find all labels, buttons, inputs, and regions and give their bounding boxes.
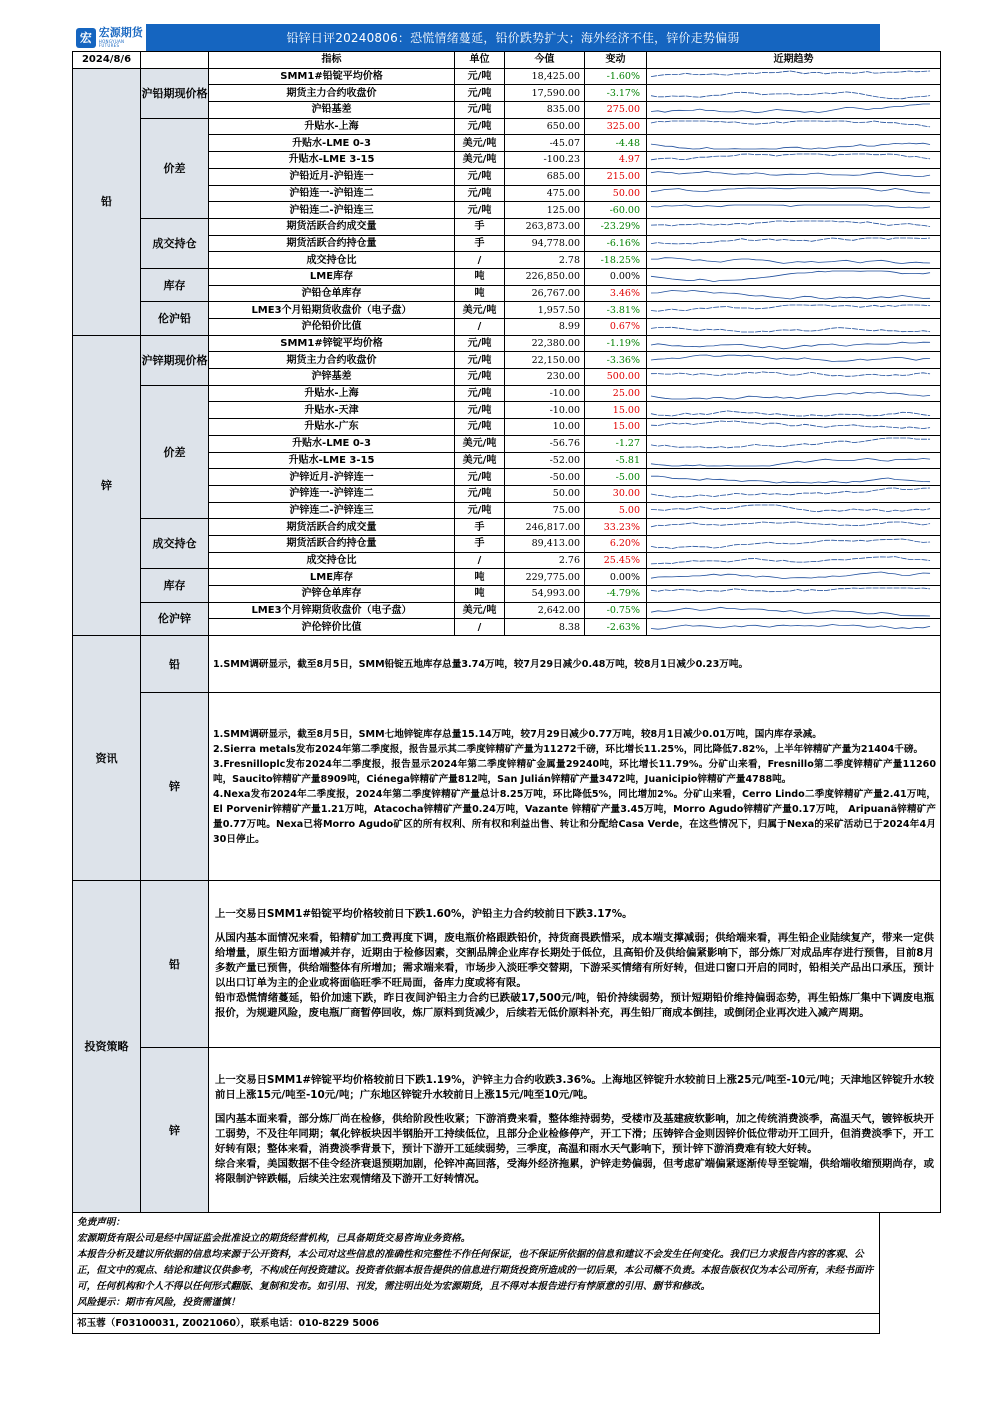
trend-sparkline bbox=[647, 169, 940, 184]
indicator-change: -1.27 bbox=[585, 435, 647, 452]
group-label: 沪锌期现价格 bbox=[141, 335, 209, 385]
indicator-change: 215.00 bbox=[585, 168, 647, 185]
group-label: 伦沪铅 bbox=[141, 302, 209, 335]
indicator-unit: 元/吨 bbox=[455, 402, 505, 419]
indicator-value: 10.00 bbox=[505, 419, 585, 436]
logo-cn: 宏源期货 bbox=[98, 26, 143, 39]
trend-sparkline bbox=[647, 453, 940, 468]
indicator-value: 475.00 bbox=[505, 185, 585, 202]
trend-cell bbox=[647, 569, 941, 586]
indicator-name: 沪铅仓单库存 bbox=[209, 285, 455, 302]
indicator-unit: / bbox=[455, 619, 505, 636]
group-label: 沪铅期现价格 bbox=[141, 68, 209, 118]
strategy-lead-para: 上一交易日SMM1#铅锭平均价格较前日下跌1.60%，沪铅主力合约较前日下跌3.17%。 bbox=[215, 908, 633, 921]
indicator-value: 17,590.00 bbox=[505, 85, 585, 102]
info-zinc-label: 锌 bbox=[141, 693, 209, 881]
indicator-name: 沪锌近月-沪锌连一 bbox=[209, 469, 455, 486]
trend-sparkline bbox=[647, 219, 940, 234]
trend-cell bbox=[647, 485, 941, 502]
info-lead-row bbox=[73, 636, 941, 693]
strategy-zinc-para: 上一交易日SMM1#锌锭平均价格较前日下跌1.19%，沪锌主力合约收跌3.36%。上海地区锌锭升水较前日上涨25元/吨至-10元/吨；天津地区锌锭升水较前日上涨15元/吨至-10元/吨；广东地区锌锭升水较前日上涨15元/吨至10元/吨。 bbox=[215, 1074, 934, 1102]
report-header bbox=[72, 24, 880, 51]
indicator-unit: 元/吨 bbox=[455, 469, 505, 486]
indicator-change: -1.19% bbox=[585, 335, 647, 352]
trend-sparkline bbox=[647, 603, 940, 618]
report-date: 2024/8/6 bbox=[73, 52, 141, 69]
trend-cell bbox=[647, 235, 941, 252]
trend-sparkline bbox=[647, 470, 940, 485]
indicator-value: 125.00 bbox=[505, 202, 585, 219]
indicator-unit: 手 bbox=[455, 235, 505, 252]
table-row bbox=[73, 68, 941, 85]
indicator-change: -3.17% bbox=[585, 85, 647, 102]
info-lead-text: 1.SMM调研显示，截至8月5日，SMM铅锭五地库存总量3.74万吨，较7月29日减少0.48万吨，较8月1日减少0.23万吨。 bbox=[209, 636, 941, 693]
trend-sparkline bbox=[647, 436, 940, 451]
indicator-unit: 手 bbox=[455, 535, 505, 552]
indicator-unit: 元/吨 bbox=[455, 202, 505, 219]
indicator-value: -45.07 bbox=[505, 135, 585, 152]
indicator-unit: 元/吨 bbox=[455, 335, 505, 352]
indicator-name: 升贴水-LME 3-15 bbox=[209, 452, 455, 469]
indicator-change: 325.00 bbox=[585, 118, 647, 135]
indicator-change: -4.48 bbox=[585, 135, 647, 152]
indicator-name: 沪铅近月-沪铅连一 bbox=[209, 168, 455, 185]
indicator-name: 升贴水-LME 3-15 bbox=[209, 152, 455, 169]
indicator-name: 沪锌连一-沪锌连二 bbox=[209, 485, 455, 502]
indicator-change: 30.00 bbox=[585, 485, 647, 502]
indicator-change: -4.79% bbox=[585, 586, 647, 603]
table-header-row bbox=[73, 52, 941, 69]
trend-sparkline bbox=[647, 269, 940, 284]
indicator-change: -1.60% bbox=[585, 68, 647, 85]
indicator-unit: 元/吨 bbox=[455, 168, 505, 185]
info-label: 资讯 bbox=[73, 636, 141, 881]
indicator-name: 沪伦锌价比值 bbox=[209, 619, 455, 636]
trend-sparkline bbox=[647, 536, 940, 551]
indicator-change: -0.75% bbox=[585, 602, 647, 619]
trend-sparkline bbox=[647, 553, 940, 568]
indicator-value: 685.00 bbox=[505, 168, 585, 185]
trend-cell bbox=[647, 252, 941, 269]
trend-sparkline bbox=[647, 152, 940, 167]
trend-sparkline bbox=[647, 286, 940, 301]
metal-label: 铅 bbox=[73, 68, 141, 335]
info-zinc-item: 3.Fresnilloplc发布2024年二季度报，报告显示2024年第二季度锌精矿金属量29240吨，环比增长11.79%。分矿山来看，Fresnillo第二季度锌精矿产量11260吨，Saucito锌精矿产量8909吨，Ciénega锌精矿产量812吨，San Julián锌精矿产量3472吨，Juanicipio锌精矿产量4788吨。 bbox=[213, 758, 936, 785]
trend-cell bbox=[647, 419, 941, 436]
indicator-name: 沪锌连二-沪锌连三 bbox=[209, 502, 455, 519]
trend-cell bbox=[647, 152, 941, 169]
trend-sparkline bbox=[647, 419, 940, 434]
indicator-change: 4.97 bbox=[585, 152, 647, 169]
info-zinc-item: 2.Sierra metals发布2024年第二季度报，报告显示其二季度锌精矿产量为11272千磅，环比增长11.25%，同比降低7.82%，上半年锌精矿产量为21404千磅。 bbox=[213, 743, 924, 755]
indicator-name: 成交持仓比 bbox=[209, 552, 455, 569]
indicator-value: 94,778.00 bbox=[505, 235, 585, 252]
indicator-value: -50.00 bbox=[505, 469, 585, 486]
trend-cell bbox=[647, 118, 941, 135]
indicator-change: 15.00 bbox=[585, 402, 647, 419]
info-zinc-item: 4.Nexa发布2024年二季度报，2024年第二季度锌精矿产量总计8.25万吨，环比降低5%，同比增加2%。分矿山来看，Cerro Lindo二季度锌精矿产量2.41万吨， El Porvenir锌精矿产量1.21万吨，Atacocha锌精矿产量0.24万吨，Vazante 锌精矿产量3.45万吨，Morro Agudo锌精矿产量0.17万吨， Aripuanã锌精矿产量0.77万吨。Nexa已将Morro Agudo矿区的所有权利、所有权和利益出售、转让和分配给Casa Verde，在这些情况下，归属于Nexa的采矿活动已于2024年4月30日停止。 bbox=[213, 788, 936, 845]
indicator-value: 650.00 bbox=[505, 118, 585, 135]
trend-cell bbox=[647, 85, 941, 102]
indicator-name: 沪锌基差 bbox=[209, 369, 455, 386]
indicator-unit: 元/吨 bbox=[455, 369, 505, 386]
strategy-lead-label: 铅 bbox=[141, 881, 209, 1048]
trend-sparkline bbox=[647, 369, 940, 384]
disclaimer-line: 宏源期货有限公司是经中国证监会批准设立的期货经营机构，已具备期货交易咨询业务资格。 bbox=[77, 1233, 471, 1245]
indicator-value: 22,150.00 bbox=[505, 352, 585, 369]
indicator-value: -10.00 bbox=[505, 385, 585, 402]
indicator-change: 25.45% bbox=[585, 552, 647, 569]
indicator-value: 22,380.00 bbox=[505, 335, 585, 352]
trend-sparkline bbox=[647, 319, 940, 334]
indicator-name: 期货主力合约收盘价 bbox=[209, 352, 455, 369]
indicator-value: -10.00 bbox=[505, 402, 585, 419]
group-label: 价差 bbox=[141, 385, 209, 519]
indicator-change: 500.00 bbox=[585, 369, 647, 386]
indicator-change: 6.20% bbox=[585, 535, 647, 552]
indicator-change: 0.67% bbox=[585, 319, 647, 336]
indicator-unit: 元/吨 bbox=[455, 185, 505, 202]
indicator-value: 230.00 bbox=[505, 369, 585, 386]
col-indicator: 指标 bbox=[209, 52, 455, 69]
indicator-unit: 美元/吨 bbox=[455, 602, 505, 619]
indicator-change: 5.00 bbox=[585, 502, 647, 519]
indicator-change: 50.00 bbox=[585, 185, 647, 202]
indicator-value: 246,817.00 bbox=[505, 519, 585, 536]
group-label: 库存 bbox=[141, 569, 209, 602]
trend-sparkline bbox=[647, 520, 940, 535]
indicator-change: -5.81 bbox=[585, 452, 647, 469]
indicator-unit: / bbox=[455, 319, 505, 336]
indicator-unit: 元/吨 bbox=[455, 85, 505, 102]
trend-cell bbox=[647, 619, 941, 636]
indicator-value: 835.00 bbox=[505, 102, 585, 119]
indicator-unit: 美元/吨 bbox=[455, 435, 505, 452]
table-row bbox=[73, 302, 941, 319]
group-label: 成交持仓 bbox=[141, 519, 209, 569]
indicator-value: 263,873.00 bbox=[505, 218, 585, 235]
info-zinc-item: 1.SMM调研显示，截至8月5日，SMM七地锌锭库存总量15.14万吨，较7月29日减少0.77万吨，较8月1日减少0.01万吨，国内库存录减。 bbox=[213, 728, 822, 740]
indicator-unit: 美元/吨 bbox=[455, 302, 505, 319]
trend-sparkline bbox=[647, 69, 940, 84]
indicator-value: 89,413.00 bbox=[505, 535, 585, 552]
indicator-name: 升贴水-广东 bbox=[209, 419, 455, 436]
trend-sparkline bbox=[647, 486, 940, 501]
indicator-unit: 吨 bbox=[455, 285, 505, 302]
indicator-name: 沪铅基差 bbox=[209, 102, 455, 119]
indicator-name: 期货主力合约收盘价 bbox=[209, 85, 455, 102]
indicator-value: 2.78 bbox=[505, 252, 585, 269]
indicator-name: LME3个月锌期货收盘价（电子盘） bbox=[209, 602, 455, 619]
company-logo bbox=[72, 24, 146, 51]
indicator-unit: 手 bbox=[455, 519, 505, 536]
indicator-name: 沪铅连一-沪铅连二 bbox=[209, 185, 455, 202]
indicator-unit: 元/吨 bbox=[455, 485, 505, 502]
indicator-unit: 吨 bbox=[455, 268, 505, 285]
indicator-name: SMM1#锌锭平均价格 bbox=[209, 335, 455, 352]
trend-sparkline bbox=[647, 236, 940, 251]
indicator-name: 升贴水-上海 bbox=[209, 385, 455, 402]
trend-cell bbox=[647, 385, 941, 402]
trend-sparkline bbox=[647, 620, 940, 635]
trend-sparkline bbox=[647, 503, 940, 518]
group-label: 伦沪锌 bbox=[141, 602, 209, 635]
indicator-change: -23.29% bbox=[585, 218, 647, 235]
indicator-change: -5.00 bbox=[585, 469, 647, 486]
indicator-value: 229,775.00 bbox=[505, 569, 585, 586]
trend-cell bbox=[647, 135, 941, 152]
indicator-name: 沪锌仓单库存 bbox=[209, 586, 455, 603]
trend-cell bbox=[647, 319, 941, 336]
indicator-change: 275.00 bbox=[585, 102, 647, 119]
trend-sparkline bbox=[647, 386, 940, 401]
indicator-change: 33.23% bbox=[585, 519, 647, 536]
indicator-name: 升贴水-上海 bbox=[209, 118, 455, 135]
trend-cell bbox=[647, 435, 941, 452]
report bbox=[72, 24, 936, 1334]
indicator-name: 期货活跃合约成交量 bbox=[209, 519, 455, 536]
indicator-unit: 元/吨 bbox=[455, 68, 505, 85]
indicator-value: 26,767.00 bbox=[505, 285, 585, 302]
trend-cell bbox=[647, 469, 941, 486]
indicator-value: 54,993.00 bbox=[505, 586, 585, 603]
trend-sparkline bbox=[647, 570, 940, 585]
table-row bbox=[73, 335, 941, 352]
trend-cell bbox=[647, 102, 941, 119]
indicator-unit: 吨 bbox=[455, 586, 505, 603]
trend-cell bbox=[647, 552, 941, 569]
indicator-name: SMM1#铅锭平均价格 bbox=[209, 68, 455, 85]
trend-cell bbox=[647, 185, 941, 202]
indicator-value: -56.76 bbox=[505, 435, 585, 452]
table-row bbox=[73, 218, 941, 235]
disclaimer-line: 风险提示：期市有风险，投资需谨慎！ bbox=[77, 1297, 241, 1309]
group-label: 库存 bbox=[141, 268, 209, 301]
indicator-name: 升贴水-LME 0-3 bbox=[209, 435, 455, 452]
indicator-value: -52.00 bbox=[505, 452, 585, 469]
table-row bbox=[73, 569, 941, 586]
indicator-unit: 元/吨 bbox=[455, 502, 505, 519]
indicator-change: 3.46% bbox=[585, 285, 647, 302]
trend-cell bbox=[647, 68, 941, 85]
indicator-value: -100.23 bbox=[505, 152, 585, 169]
indicator-unit: 美元/吨 bbox=[455, 135, 505, 152]
indicator-unit: 元/吨 bbox=[455, 118, 505, 135]
indicator-value: 1,957.50 bbox=[505, 302, 585, 319]
trend-cell bbox=[647, 502, 941, 519]
indicator-unit: 美元/吨 bbox=[455, 452, 505, 469]
strategy-zinc-row bbox=[73, 1048, 941, 1213]
indicator-value: 2,642.00 bbox=[505, 602, 585, 619]
indicator-table bbox=[72, 51, 941, 1213]
analyst-contact: 祁玉蓉（F03100031, Z0021060），联系电话：010-8229 5006 bbox=[72, 1314, 880, 1334]
trend-cell bbox=[647, 586, 941, 603]
indicator-name: 沪铅连二-沪铅连三 bbox=[209, 202, 455, 219]
table-row bbox=[73, 118, 941, 135]
indicator-unit: 元/吨 bbox=[455, 419, 505, 436]
indicator-value: 8.38 bbox=[505, 619, 585, 636]
indicator-unit: / bbox=[455, 552, 505, 569]
indicator-value: 8.99 bbox=[505, 319, 585, 336]
indicator-change: 25.00 bbox=[585, 385, 647, 402]
trend-cell bbox=[647, 535, 941, 552]
indicator-change: -18.25% bbox=[585, 252, 647, 269]
indicator-name: 升贴水-LME 0-3 bbox=[209, 135, 455, 152]
trend-cell bbox=[647, 519, 941, 536]
strategy-lead-row bbox=[73, 881, 941, 1048]
strategy-label: 投资策略 bbox=[73, 881, 141, 1213]
indicator-change: -3.81% bbox=[585, 302, 647, 319]
indicator-name: 期货活跃合约持仓量 bbox=[209, 535, 455, 552]
indicator-value: 2.76 bbox=[505, 552, 585, 569]
table-row bbox=[73, 268, 941, 285]
indicator-unit: 吨 bbox=[455, 569, 505, 586]
indicator-name: LME3个月铅期货收盘价（电子盘） bbox=[209, 302, 455, 319]
trend-sparkline bbox=[647, 102, 940, 117]
disclaimer-title: 免责声明： bbox=[77, 1217, 125, 1229]
strategy-zinc-para: 综合来看，美国数据不佳令经济衰退预期加剧，伦锌冲高回落，受海外经济拖累，沪锌走势偏弱，但考虑矿端偏紧逐渐传导至锭端，供给端收缩预期尚存，或将限制沪锌跌幅，后续关注宏观情绪及下游开工好转情况。 bbox=[215, 1158, 934, 1186]
table-row bbox=[73, 602, 941, 619]
strategy-lead-para: 从国内基本面情况来看，铅精矿加工费再度下调，废电瓶价格跟跌铅价，持货商畏跌惜采，成本端支撑减弱；供给端来看，再生铅企业陆续复产，带来一定供给增量，原生铅方面增减并存，近期由于检修因素，交割品牌企业库存长期处于低位，且高铅价及供给偏紧影响下，部分炼厂对成品库存进行预售，目前8月多数产量已预售，供给端整体有所增加；需求端来看，市场步入淡旺季交替期，下游采买情绪有所好转，但进口窗口开启的同时，铅相关产品出口承压，预计以出口订单为主的企业或将面临旺季不旺局面，备库力度或将有限。 bbox=[215, 932, 934, 990]
indicator-change: -6.16% bbox=[585, 235, 647, 252]
indicator-change: 0.00% bbox=[585, 569, 647, 586]
disclaimer bbox=[72, 1213, 880, 1314]
disclaimer-line: 本报告分析及建议所依据的信息均来源于公开资料，本公司对这些信息的准确性和完整性不作任何保证，也不保证所依据的信息和建议不会发生任何变化。我们已力求报告内容的客观、公正，但文中的观点、结论和建议仅供参考，不构成任何投资建议。投资者依据本报告提供的信息进行期货投资所造成的一切后果，本公司概不负责。本报告版权仅为本公司所有，未经书面许可，任何机构和个人不得以任何形式翻版、复制和发布。如引用、刊发，需注明出处为宏源期货，且不得对本报告进行有悖原意的引用、删节和修改。 bbox=[77, 1249, 874, 1293]
col-unit: 单位 bbox=[455, 52, 505, 69]
trend-sparkline bbox=[647, 203, 940, 218]
indicator-change: 15.00 bbox=[585, 419, 647, 436]
indicator-change: 0.00% bbox=[585, 268, 647, 285]
trend-sparkline bbox=[647, 86, 940, 101]
strategy-lead-para: 铅市恐慌情绪蔓延，铅价加速下跌，昨日夜间沪铅主力合约已跌破17,500元/吨，铅价持续弱势，预计短期铅价维持偏弱态势，再生铅炼厂集中下调废电瓶报价，为规避风险，废电瓶厂商暂停回收，炼厂原料到货减少，后续若无低价原料补充，再生铅厂商成本倒挂，或倒闭企业再次进入减产周期。 bbox=[215, 992, 934, 1020]
trend-sparkline bbox=[647, 336, 940, 351]
indicator-name: LME库存 bbox=[209, 569, 455, 586]
group-label: 价差 bbox=[141, 118, 209, 218]
indicator-change: -3.36% bbox=[585, 352, 647, 369]
indicator-unit: 美元/吨 bbox=[455, 152, 505, 169]
trend-cell bbox=[647, 352, 941, 369]
trend-cell bbox=[647, 452, 941, 469]
logo-mark-icon: 宏 bbox=[76, 28, 96, 48]
trend-sparkline bbox=[647, 136, 940, 151]
info-zinc-row bbox=[73, 693, 941, 881]
indicator-name: LME库存 bbox=[209, 268, 455, 285]
strategy-zinc-para: 国内基本面来看，部分炼厂尚在检修，供给阶段性收紧；下游消费来看，整体维持弱势，受楼市及基建疲软影响，加之传统消费淡季，高温天气，镀锌板块开工弱势，不及往年同期；氧化锌板块因半钢胎开工持续低位，且部分企业检修停产，开工下滑；压铸锌合金则因锌价低位带动开工回升，但消费淡季下，开工好转有限；整体来看，消费淡季背景下，预计下游开工延续弱势，三季度，高温和雨水天气影响下，预计锌下游消费难有较大好转。 bbox=[215, 1113, 934, 1156]
col-change: 变动 bbox=[585, 52, 647, 69]
trend-cell bbox=[647, 302, 941, 319]
col-value: 今值 bbox=[505, 52, 585, 69]
trend-sparkline bbox=[647, 119, 940, 134]
trend-cell bbox=[647, 168, 941, 185]
indicator-name: 期货活跃合约持仓量 bbox=[209, 235, 455, 252]
indicator-name: 期货活跃合约成交量 bbox=[209, 218, 455, 235]
indicator-unit: / bbox=[455, 252, 505, 269]
indicator-unit: 手 bbox=[455, 218, 505, 235]
trend-sparkline bbox=[647, 253, 940, 268]
trend-sparkline bbox=[647, 186, 940, 201]
table-row bbox=[73, 385, 941, 402]
strategy-zinc-label: 锌 bbox=[141, 1048, 209, 1213]
table-row bbox=[73, 519, 941, 536]
indicator-name: 沪伦铅价比值 bbox=[209, 319, 455, 336]
indicator-value: 18,425.00 bbox=[505, 68, 585, 85]
trend-cell bbox=[647, 402, 941, 419]
indicator-value: 226,850.00 bbox=[505, 268, 585, 285]
trend-cell bbox=[647, 335, 941, 352]
indicator-value: 75.00 bbox=[505, 502, 585, 519]
metal-label: 锌 bbox=[73, 335, 141, 635]
logo-en: HONGYUAN FUTURES bbox=[98, 39, 125, 48]
indicator-unit: 元/吨 bbox=[455, 385, 505, 402]
trend-cell bbox=[647, 369, 941, 386]
indicator-name: 升贴水-天津 bbox=[209, 402, 455, 419]
trend-sparkline bbox=[647, 586, 940, 601]
trend-cell bbox=[647, 218, 941, 235]
indicator-name: 成交持仓比 bbox=[209, 252, 455, 269]
col-trend: 近期趋势 bbox=[647, 52, 941, 69]
info-lead-label: 铅 bbox=[141, 636, 209, 693]
group-label: 成交持仓 bbox=[141, 218, 209, 268]
trend-cell bbox=[647, 602, 941, 619]
indicator-change: -2.63% bbox=[585, 619, 647, 636]
indicator-unit: 元/吨 bbox=[455, 102, 505, 119]
indicator-unit: 元/吨 bbox=[455, 352, 505, 369]
trend-cell bbox=[647, 268, 941, 285]
report-title: 铅锌日评20240806：恐慌情绪蔓延，铅价跌势扩大；海外经济不佳，锌价走势偏弱 bbox=[286, 31, 740, 45]
indicator-value: 50.00 bbox=[505, 485, 585, 502]
trend-cell bbox=[647, 202, 941, 219]
trend-sparkline bbox=[647, 353, 940, 368]
trend-cell bbox=[647, 285, 941, 302]
indicator-change: -60.00 bbox=[585, 202, 647, 219]
trend-sparkline bbox=[647, 303, 940, 318]
trend-sparkline bbox=[647, 403, 940, 418]
